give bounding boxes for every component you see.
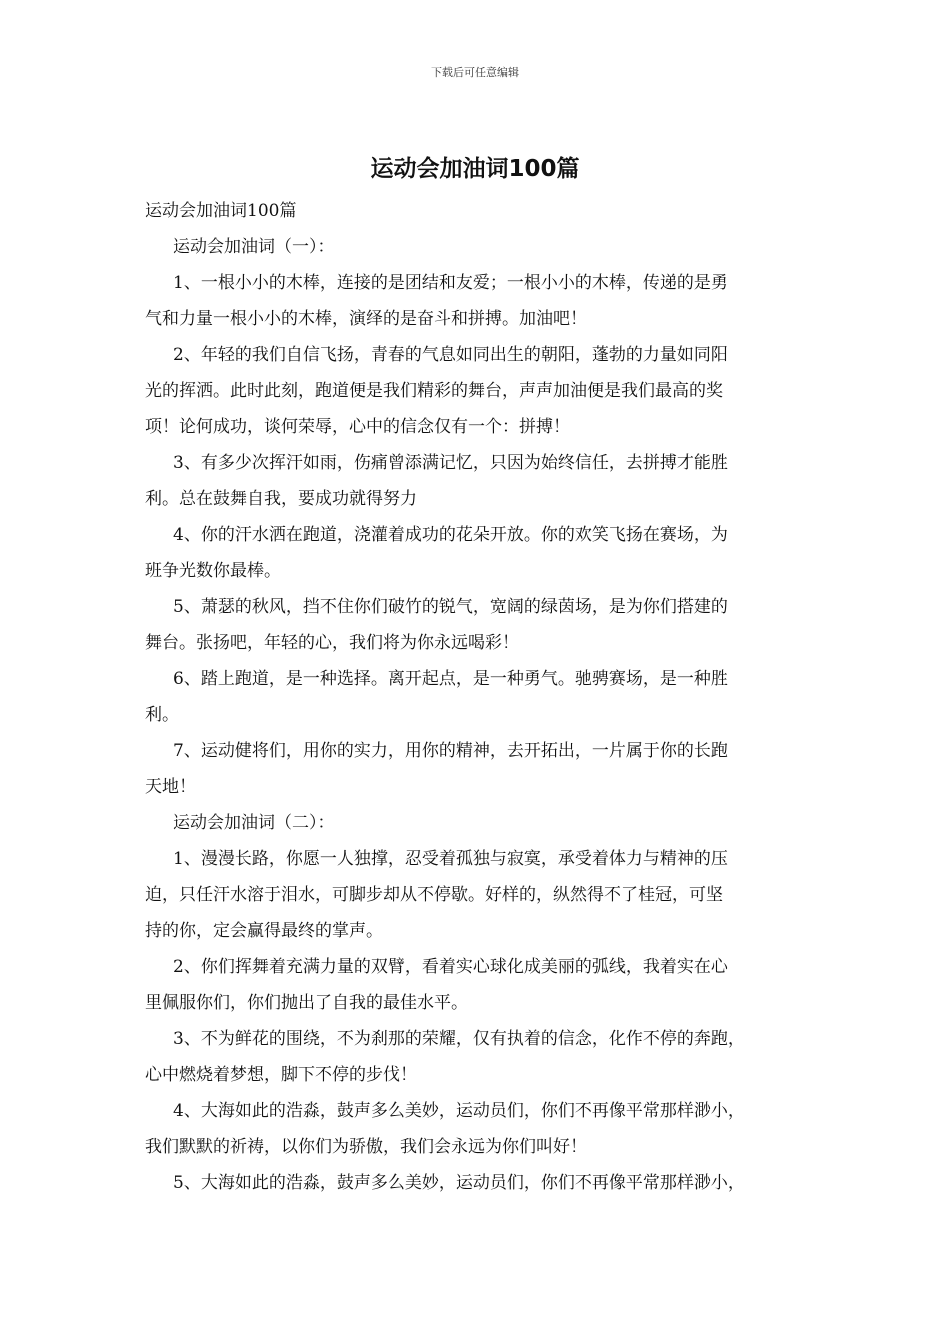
- body-line: 1、一根小小的木棒，连接的是团结和友爱；一根小小的木棒，传递的是勇: [173, 273, 728, 293]
- body-line: 里佩服你们，你们抛出了自我的最佳水平。: [145, 993, 468, 1013]
- body-line: 项！论何成功，谈何荣辱，心中的信念仅有一个：拼搏！: [145, 417, 570, 437]
- body-line: 2、年轻的我们自信飞扬，青春的气息如同出生的朝阳，蓬勃的力量如同阳: [173, 345, 728, 365]
- body-line: 4、大海如此的浩淼，鼓声多么美妙，运动员们，你们不再像平常那样渺小，: [173, 1101, 745, 1121]
- body-line: 运动会加油词（一）：: [173, 237, 335, 257]
- body-line: 班争光数你最棒。: [145, 561, 281, 581]
- body-line: 舞台。张扬吧，年轻的心，我们将为你永远喝彩！: [145, 633, 519, 653]
- body-line: 气和力量一根小小的木棒，演绎的是奋斗和拼搏。加油吧！: [145, 309, 587, 329]
- body-line: 1、漫漫长路，你愿一人独撑，忍受着孤独与寂寞，承受着体力与精神的压: [173, 849, 728, 869]
- body-line: 4、你的汗水洒在跑道，浇灌着成功的花朵开放。你的欢笑飞扬在赛场，为: [173, 525, 728, 545]
- body-line: 利。总在鼓舞自我，要成功就得努力: [145, 489, 417, 509]
- body-line: 天地！: [145, 777, 196, 797]
- body-line: 3、有多少次挥汗如雨，伤痛曾添满记忆，只因为始终信任，去拼搏才能胜: [173, 453, 728, 473]
- document-body: [145, 193, 809, 1201]
- body-line: 5、萧瑟的秋风，挡不住你们破竹的锐气，宽阔的绿茵场，是为你们搭建的: [173, 597, 728, 617]
- body-line: 我们默默的祈祷，以你们为骄傲，我们会永远为你们叫好！: [145, 1137, 587, 1157]
- document-title: 运动会加油词100篇: [370, 156, 580, 182]
- body-line: 迫，只任汗水溶于泪水，可脚步却从不停歇。好样的，纵然得不了桂冠，可坚: [145, 885, 723, 905]
- body-line: 6、踏上跑道，是一种选择。离开起点，是一种勇气。驰骋赛场，是一种胜: [173, 669, 728, 689]
- body-line: 持的你，定会赢得最终的掌声。: [145, 921, 383, 941]
- body-line: 7、运动健将们，用你的实力，用你的精神，去开拓出，一片属于你的长跑: [173, 741, 728, 761]
- body-line: 心中燃烧着梦想，脚下不停的步伐！: [145, 1065, 417, 1085]
- body-line: 5、大海如此的浩淼，鼓声多么美妙，运动员们，你们不再像平常那样渺小，: [173, 1173, 745, 1193]
- header-note: 下载后可任意编辑: [431, 66, 519, 79]
- body-line: 光的挥洒。此时此刻，跑道便是我们精彩的舞台，声声加油便是我们最高的奖: [145, 381, 723, 401]
- body-line: 3、不为鲜花的围绕，不为刹那的荣耀，仅有执着的信念，化作不停的奔跑，: [173, 1029, 745, 1049]
- body-line: 利。: [145, 705, 179, 725]
- body-line: 运动会加油词（二）：: [173, 813, 335, 833]
- body-line: 2、你们挥舞着充满力量的双臂，看着实心球化成美丽的弧线，我着实在心: [173, 957, 728, 977]
- document-subtitle: 运动会加油词100篇: [145, 201, 297, 221]
- body-lines: [145, 229, 809, 1201]
